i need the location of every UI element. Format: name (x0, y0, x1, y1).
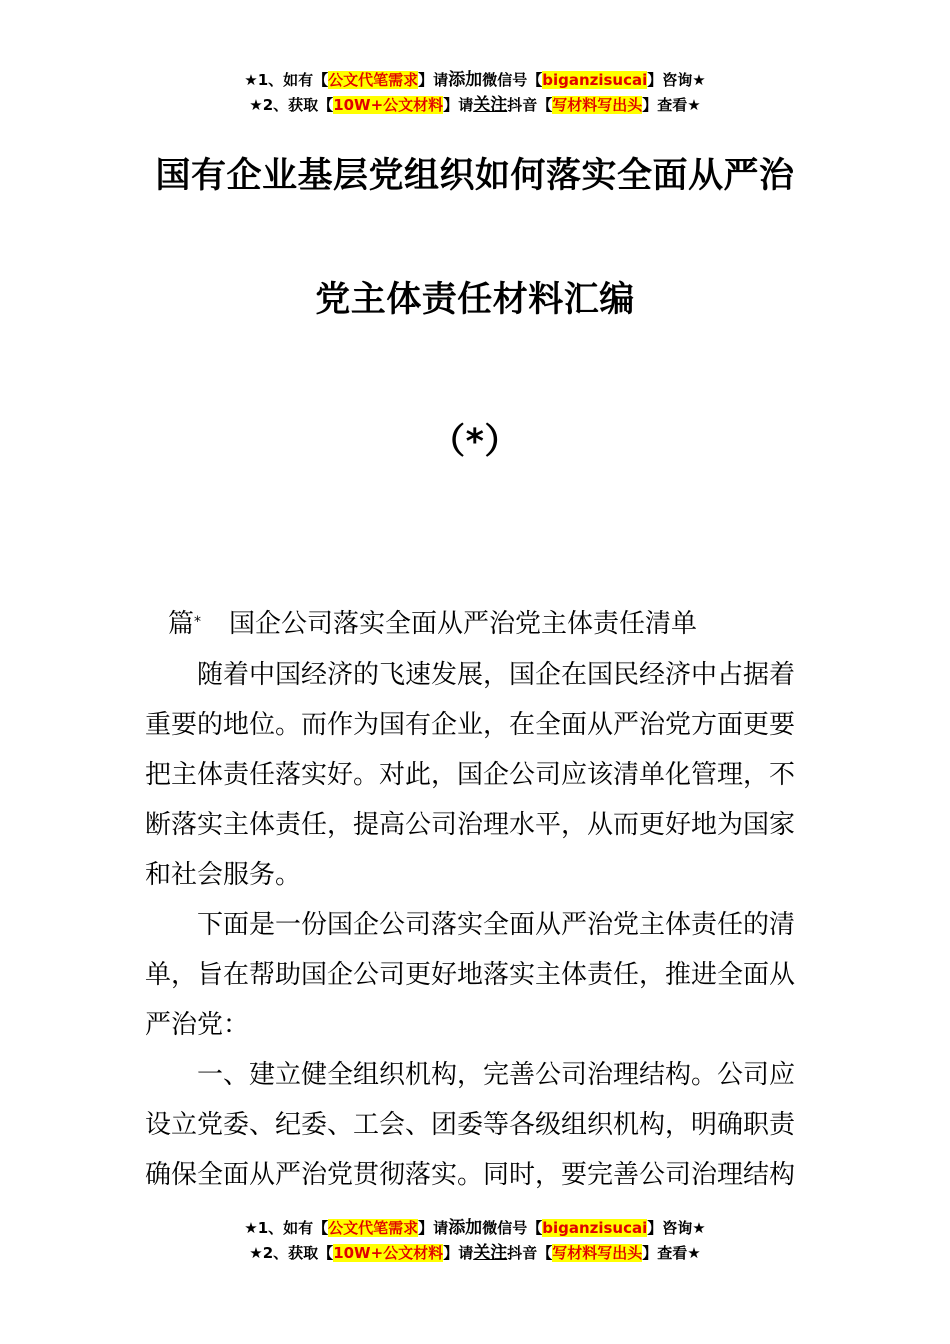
body-line: 确保全面从严治党贯彻落实。同时，要完善公司治理结构 (145, 1160, 796, 1190)
promo-douyin-id: 写材料写出头 (552, 1244, 643, 1262)
promo-text: 】查看★ (642, 1244, 701, 1262)
promo-footer (0, 1216, 950, 1266)
document-title-number: （*） (430, 422, 520, 462)
promo-text: 】请 (443, 96, 474, 114)
promo-line-2 (0, 1241, 950, 1266)
promo-text: 微信号【 (482, 71, 543, 89)
promo-line-2 (0, 93, 950, 118)
body-line: 把主体责任落实好。对此，国企公司应该清单化管理，不 (145, 760, 796, 790)
body-line: 下面是一份国企公司落实全面从严治党主体责任的清 (197, 910, 796, 940)
promo-wechat-id: biganzisucai (542, 1219, 648, 1237)
promo-text: 】咨询★ (647, 1219, 706, 1237)
document-body (145, 650, 810, 1200)
body-line: 重要的地位。而作为国有企业，在全面从严治党方面更要 (145, 710, 796, 740)
promo-text: 】咨询★ (647, 71, 706, 89)
body-line: 随着中国经济的飞速发展，国企在国民经济中占据着 (197, 660, 796, 690)
body-line: 设立党委、纪委、工会、团委等各级组织机构，明确职责 (145, 1110, 796, 1140)
section-heading (168, 606, 697, 642)
promo-highlight: 公文代笔需求 (328, 1219, 419, 1237)
promo-text: 】请 (418, 71, 449, 89)
promo-highlight: 公文代笔需求 (328, 71, 419, 89)
body-line: 严治党： (145, 1010, 250, 1040)
promo-line-1 (0, 68, 950, 93)
promo-douyin-id: 写材料写出头 (552, 96, 643, 114)
body-line: 和社会服务。 (145, 860, 302, 890)
promo-text: 微信号【 (482, 1219, 543, 1237)
document-title-line-1: 国有企业基层党组织如何落实全面从严治 (155, 156, 795, 196)
section-mark: * (194, 614, 202, 630)
body-line: 一、建立健全组织机构，完善公司治理结构。公司应 (197, 1060, 796, 1090)
promo-emphasis: 添加 (448, 1218, 483, 1238)
promo-text: 抖音【 (507, 1244, 553, 1262)
promo-text: 】请 (418, 1219, 449, 1237)
body-line: 单，旨在帮助国企公司更好地落实主体责任，推进全面从 (145, 960, 796, 990)
promo-emphasis: 关注 (473, 95, 508, 115)
promo-text: 】查看★ (642, 96, 701, 114)
body-line: 断落实主体责任，提高公司治理水平，从而更好地为国家 (145, 810, 796, 840)
promo-text: 抖音【 (507, 96, 553, 114)
promo-line-1 (0, 1216, 950, 1241)
section-heading-text: 国企公司落实全面从严治党主体责任清单 (229, 609, 698, 639)
promo-highlight: 10W+公文材料 (333, 1244, 444, 1262)
promo-text: ★1、如有【 (244, 71, 329, 89)
document-title-line-2: 党主体责任材料汇编 (315, 280, 635, 320)
promo-highlight: 10W+公文材料 (333, 96, 444, 114)
promo-text: ★1、如有【 (244, 1219, 329, 1237)
promo-text: ★2、获取【 (249, 1244, 334, 1262)
promo-text: 】请 (443, 1244, 474, 1262)
promo-emphasis: 关注 (473, 1243, 508, 1263)
promo-emphasis: 添加 (448, 70, 483, 90)
promo-text: ★2、获取【 (249, 96, 334, 114)
section-prefix: 篇 (168, 609, 195, 639)
promo-header (0, 68, 950, 118)
promo-wechat-id: biganzisucai (542, 71, 648, 89)
